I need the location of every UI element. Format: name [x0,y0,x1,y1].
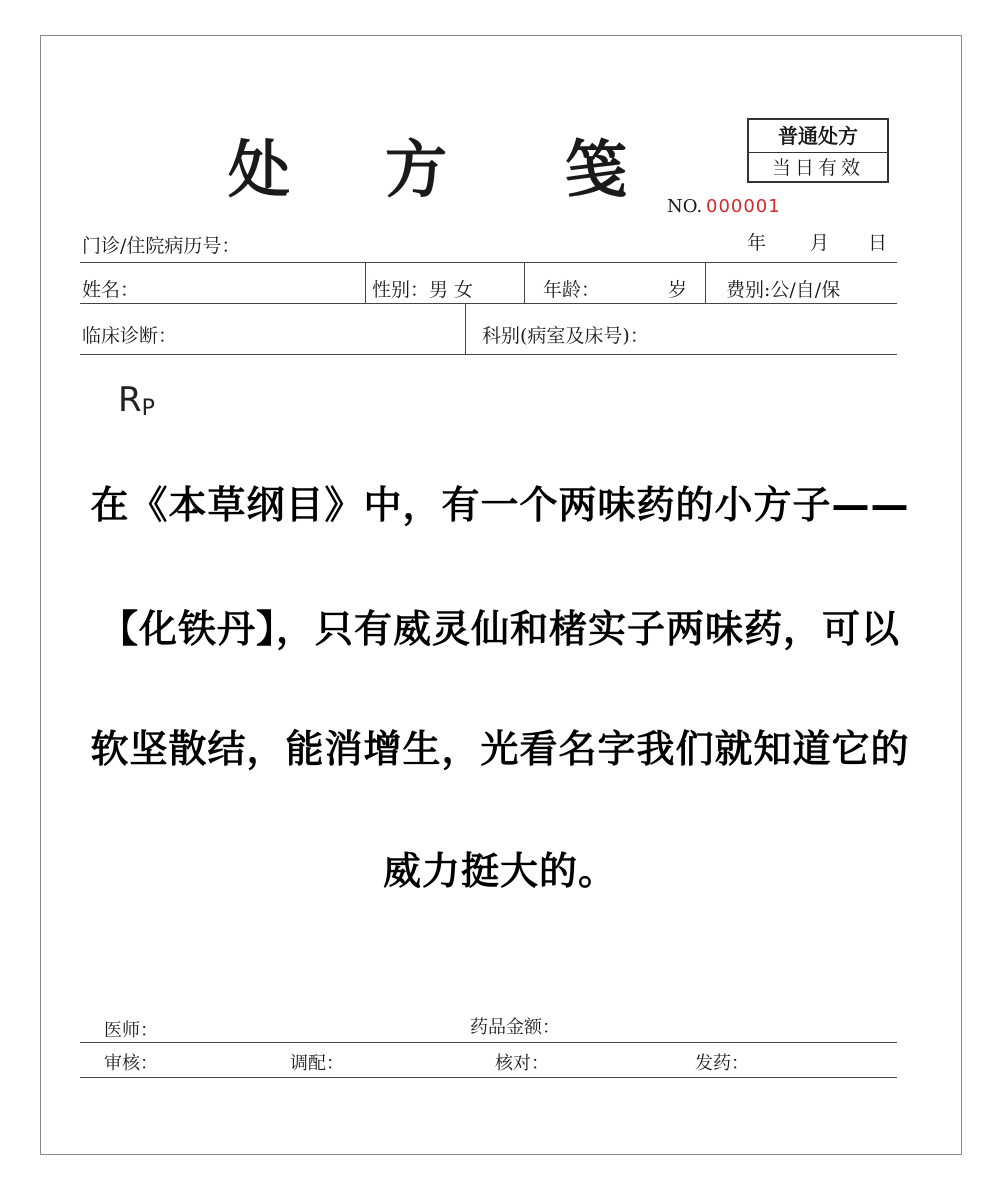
dispense-prep-label: 调配： [290,1053,344,1074]
body-text-line-2: 【化铁丹】，只有威灵仙和楮实子两味药，可以 [99,607,900,651]
title-char-1: 处 [228,133,293,206]
department-label: 科别(病室及床号)： [482,325,649,347]
footer-divider [80,1042,897,1043]
badge-type-label: 普通处方 [749,120,887,153]
patient-name-label: 姓名： [82,279,140,301]
row2-divider [465,304,466,354]
date-month-label: 月 [810,232,830,254]
age-unit-label: 岁 [668,279,688,301]
serial-number-label: NO. [667,196,703,217]
body-text-line-4: 威力挺大的。 [382,849,617,893]
row2-bottom-line [80,354,897,355]
row1-bottom-line [80,303,897,304]
record-number-label: 门诊/住院病历号： [82,235,241,257]
title-char-2: 方 [385,133,450,206]
review-label: 审核： [104,1053,158,1074]
check-label: 核对： [495,1053,549,1074]
body-text-line-3: 软坚散结，能消增生，光看名字我们就知道它的 [90,727,910,771]
doctor-label: 医师： [104,1020,158,1041]
header-divider [80,262,897,263]
date-day-label: 日 [868,232,888,254]
diagnosis-label: 临床诊断： [82,325,178,347]
gender-label: 性别：男 女 [372,279,474,301]
rp-symbol: $R_P$ [118,380,155,421]
date-year-label: 年 [747,232,767,254]
age-label: 年龄： [543,279,601,301]
prescription-type-badge [747,118,889,183]
row1-divider-1 [365,263,366,303]
badge-validity-label: 当日有效 [771,157,864,179]
dispense-label: 发药： [695,1053,749,1074]
drug-amount-label: 药品金额： [470,1017,560,1038]
row1-divider-2 [524,263,525,303]
serial-number-value: 000001 [706,196,781,217]
body-text-line-1: 在《本草纲目》中，有一个两味药的小方子—— [90,483,910,527]
footer-bottom-line [80,1077,897,1078]
prescription-form-border [40,35,962,1155]
fee-type-label: 费别:公/自/保 [726,279,841,301]
title-char-3: 笺 [565,133,630,206]
row1-divider-3 [705,263,706,303]
